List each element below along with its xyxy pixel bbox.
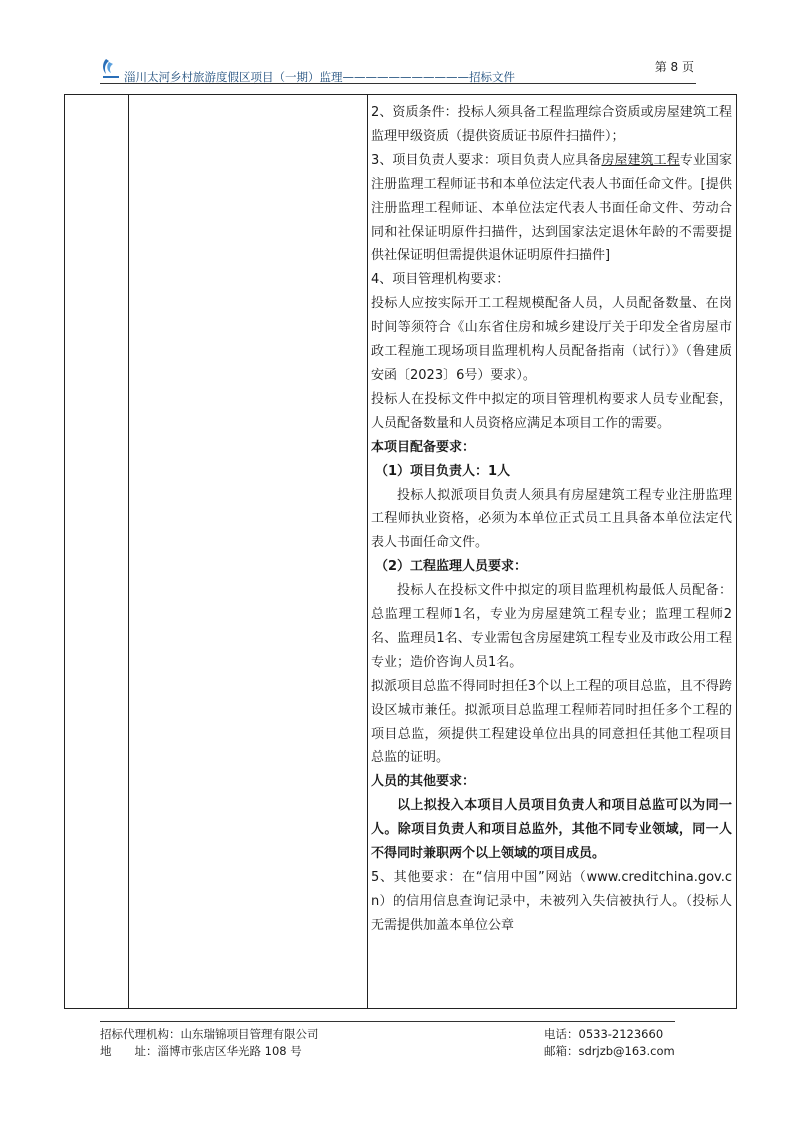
org-paragraph: 投标人应按实际开工工程规模配备人员，人员配备数量、在岗时间等须符合《山东省住房和城乡建设厅关于印发全省房屋市政工程施工现场项目监理机构人员配备指南（试行）》（鲁建质安函〔2023〕6号）要求）。: [371, 296, 732, 383]
credit-paragraph: 5、其他要求：在“信用中国”网站（www.creditchina.gov.cn）的信用信息查询记录中，未被列入失信被执行人。（投标人无需提供加盖本单位公章: [371, 870, 732, 933]
phone-line: 电话：0533-2123660: [544, 1027, 664, 1041]
page-header: [100, 52, 696, 84]
staffing-heading: 本项目配备要求：: [371, 439, 476, 455]
footer-divider: [100, 1021, 675, 1022]
other-paragraph: 以上拟投入本项目人员项目负责人和项目总监可以为同一人。除项目负责人和项目总监外，其他不同专业领域，同一人不得同时兼职两个以上领域的项目成员。: [371, 798, 732, 862]
requirements-cell: [371, 101, 732, 938]
header-title: 淄川太河乡村旅游度假区项目（一期）监理———————————招标文件: [124, 70, 515, 84]
other-heading: 人员的其他要求：: [371, 774, 476, 790]
director-paragraph: 拟派项目总监不得同时担任3个以上工程的项目总监，且不得跨设区城市兼任。拟派项目总监理工程师若同时担任多个工程的项目总监，须提供工程建设单位出具的同意担任其他工程项目总监的证明。: [371, 678, 732, 766]
org-heading: 4、项目管理机构要求：: [371, 272, 510, 288]
header-divider: [100, 83, 696, 84]
table-column-divider: [367, 95, 368, 1008]
page-footer: [100, 1021, 696, 1058]
supervision-heading: （2）工程监理人员要求：: [375, 559, 528, 575]
org-paragraph-2: 投标人在投标文件中拟定的项目管理机构要求人员专业配套，人员配备数量和人员资格应满足本项目工作的需要。: [371, 391, 732, 431]
email-line: 邮箱：sdrjzb@163.com: [544, 1044, 675, 1058]
supervision-paragraph: 投标人在投标文件中拟定的项目监理机构最低人员配备：总监理工程师1名，专业为房屋建筑工程专业；监理工程师2名、监理员1名、专业需包含房屋建筑工程专业及市政公用工程专业；造价咨询人员1名。: [371, 583, 732, 670]
company-logo-icon: [100, 56, 122, 80]
lead-paragraph: 投标人拟派项目负责人须具有房屋建筑工程专业注册监理工程师执业资格，必须为本单位正式员工且具备本单位法定代表人书面任命文件。: [371, 487, 732, 551]
lead-heading: （1）项目负责人：1人: [375, 463, 511, 479]
content-table: [64, 94, 737, 1009]
agency-line: 招标代理机构：山东瑞锦项目管理有限公司: [100, 1027, 319, 1041]
address-line: 地 址：淄博市张店区华光路 108 号: [100, 1044, 302, 1058]
page-number: 第 8 页: [654, 60, 694, 74]
qualification-paragraph: 2、资质条件：投标人须具备工程监理综合资质或房屋建筑工程监理甲级资质（提供资质证书原件扫描件）；: [371, 105, 732, 144]
project-lead-paragraph: 3、项目负责人要求：项目负责人应具备房屋建筑工程专业国家注册监理工程师证书和本单位法定代表人书面任命文件。[提供注册监理工程师证、本单位法定代表人书面任命文件、劳动合同和社保证明原件扫描件，达到国家法定退休年龄的不需要提供社保证明但需提供退休证明原件扫描件]: [371, 152, 732, 264]
table-column-divider: [128, 95, 129, 1008]
